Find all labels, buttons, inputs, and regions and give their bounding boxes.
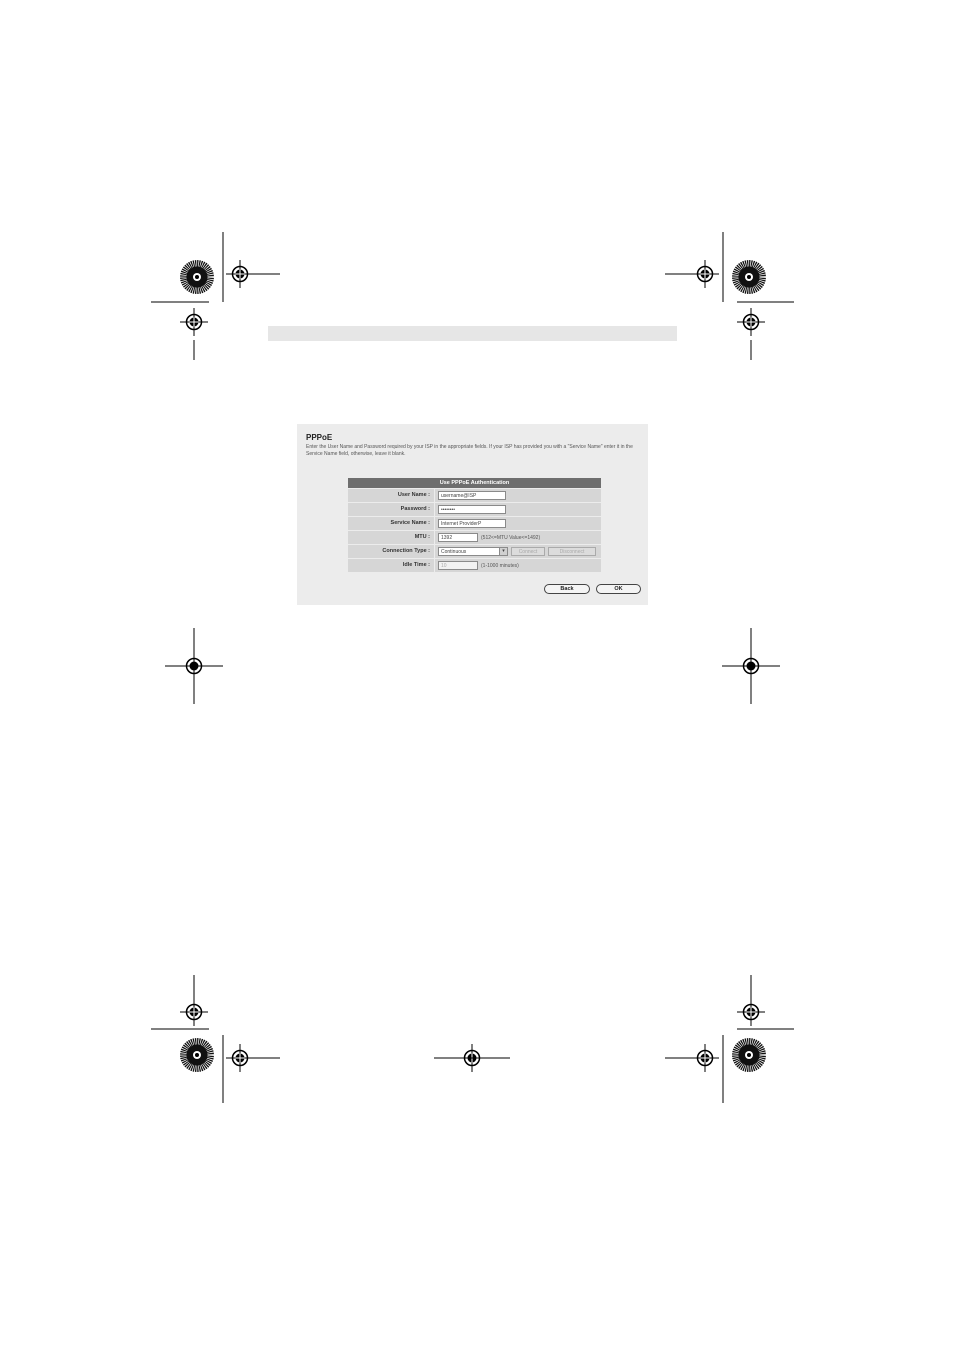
idle-time-label: Idle Time : xyxy=(348,559,434,572)
connection-type-select[interactable] xyxy=(438,547,508,556)
service-name-label: Service Name : xyxy=(348,517,434,530)
panel-title: PPPoE xyxy=(306,433,333,442)
idle-time-row xyxy=(348,559,601,572)
mtu-hint: (512<=MTU Value<=1492) xyxy=(481,534,541,541)
connection-type-row xyxy=(348,545,601,558)
password-row xyxy=(348,503,601,516)
connection-type-value: Continuous xyxy=(441,549,467,555)
service-name-row xyxy=(348,517,601,530)
service-name-input[interactable]: Internet ProviderP xyxy=(438,519,506,528)
ok-button[interactable]: OK xyxy=(596,584,641,594)
form-header: Use PPPoE Authentication xyxy=(348,478,601,488)
idle-time-input[interactable]: 10 xyxy=(438,561,478,570)
connect-button[interactable]: Connect xyxy=(511,547,545,556)
mtu-row xyxy=(348,531,601,544)
username-input[interactable]: username@ISP xyxy=(438,491,506,500)
username-row xyxy=(348,489,601,502)
mtu-label: MTU : xyxy=(348,531,434,544)
disconnect-button[interactable]: Disconnect xyxy=(548,547,596,556)
pppoe-form xyxy=(348,478,601,573)
page-header-bar xyxy=(268,326,677,341)
panel-description: Enter the User Name and Password required by your ISP in the appropriate fields. If your ISP has provided you with a "Service Name" enter it in the Service Name field, otherwise, leave it blank. xyxy=(306,444,633,457)
username-label: User Name : xyxy=(348,489,434,502)
connection-type-label: Connection Type : xyxy=(348,545,434,558)
password-input[interactable]: •••••••• xyxy=(438,505,506,514)
pppoe-settings-panel xyxy=(297,424,648,605)
idle-time-hint: (1-1000 minutes) xyxy=(481,562,519,569)
password-label: Password : xyxy=(348,503,434,516)
mtu-input[interactable]: 1392 xyxy=(438,533,478,542)
chevron-down-icon: ▾ xyxy=(499,548,507,555)
back-button[interactable]: Back xyxy=(544,584,590,594)
